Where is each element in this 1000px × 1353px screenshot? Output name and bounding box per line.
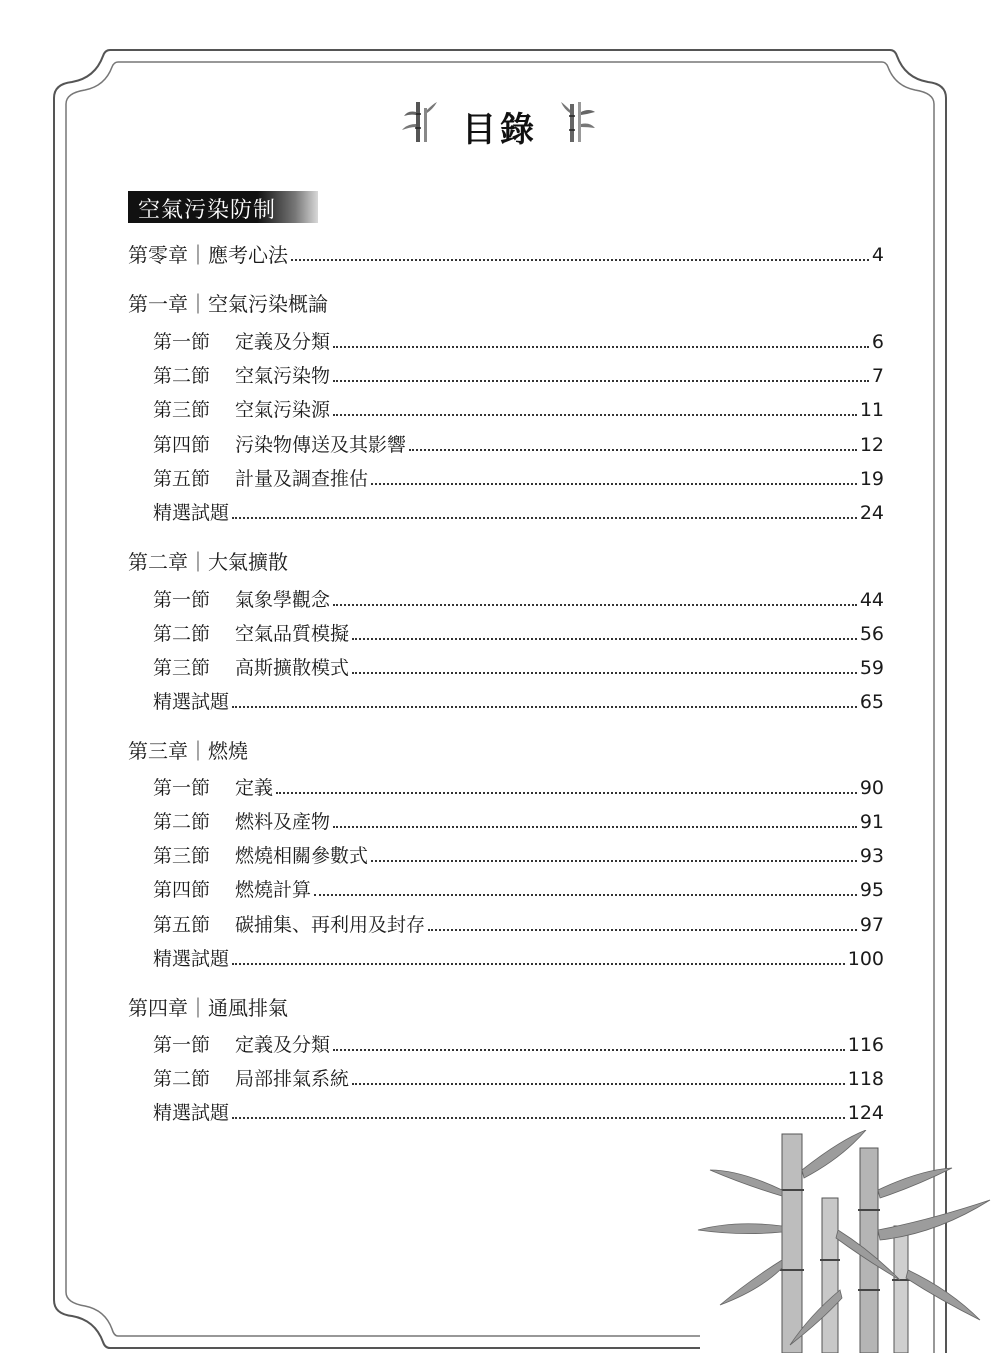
toc-entry-row <box>0 361 1000 391</box>
toc-entry-label <box>153 395 330 425</box>
toc-page-number: 59 <box>859 657 884 679</box>
toc-dot-leader <box>352 1083 845 1085</box>
toc-page-number: 124 <box>847 1102 884 1124</box>
toc-entry-label <box>153 430 406 460</box>
toc-page-number: 93 <box>859 845 884 867</box>
toc-entry-label <box>153 807 330 837</box>
toc-section-title: 定義 <box>235 777 274 799</box>
toc-section-number: 第四節 <box>153 879 211 901</box>
toc-page-number: 65 <box>859 691 884 713</box>
toc-entry-label <box>153 1030 330 1060</box>
toc-entry-row <box>0 841 1000 871</box>
toc-page-number: 12 <box>859 434 884 456</box>
toc-section-number: 第一節 <box>153 589 211 611</box>
toc-entry-label <box>153 841 368 871</box>
bamboo-illustration <box>690 1130 1000 1353</box>
toc-section-number: 第二節 <box>153 623 211 645</box>
toc-entry-label: 精選試題 <box>153 502 230 524</box>
toc-page-number: 90 <box>859 777 884 799</box>
toc-entry-label <box>153 361 330 391</box>
toc-dot-leader <box>352 638 857 640</box>
toc-entry-row <box>0 687 1000 717</box>
toc-entry-label <box>153 327 330 357</box>
toc-dot-leader <box>371 860 857 862</box>
toc-section-number: 第三節 <box>153 399 211 421</box>
toc-section-title: 氣象學觀念 <box>235 589 331 611</box>
toc-section-title: 定義及分類 <box>235 331 331 353</box>
toc-dot-leader <box>409 449 857 451</box>
toc-entry-row <box>0 430 1000 460</box>
toc-entry-row <box>0 1064 1000 1094</box>
toc-entry-row <box>0 1030 1000 1060</box>
toc-entry-row <box>0 944 1000 974</box>
toc-page-number: 11 <box>859 399 884 421</box>
section-tag <box>128 191 318 223</box>
toc-chapter-row <box>0 240 1000 270</box>
toc-entry-label: 精選試題 <box>153 948 230 970</box>
toc-section-title: 定義及分類 <box>235 1034 331 1056</box>
toc-section-title: 空氣污染源 <box>235 399 331 421</box>
toc-chapter-title: 第三章｜燃燒 <box>128 739 248 763</box>
toc-entry-row <box>0 653 1000 683</box>
toc-chapter-title: 第二章｜大氣擴散 <box>128 550 288 574</box>
toc-section-title: 燃燒相關參數式 <box>235 845 369 867</box>
toc-page-number: 95 <box>859 879 884 901</box>
toc-entry-label: 精選試題 <box>153 691 230 713</box>
toc-page-number: 19 <box>859 468 884 490</box>
toc-entry-label <box>153 773 273 803</box>
toc-page-number: 100 <box>847 948 884 970</box>
toc-entry-row <box>0 773 1000 803</box>
toc-section-title: 污染物傳送及其影響 <box>235 434 407 456</box>
toc-entry-label <box>153 910 425 940</box>
toc-dot-leader <box>276 792 857 794</box>
toc-section-number: 第一節 <box>153 777 211 799</box>
toc-section-title: 計量及調查推估 <box>235 468 369 490</box>
toc-entry-label <box>153 653 349 683</box>
toc-entry-row <box>0 1098 1000 1128</box>
toc-chapter-title: 第四章｜通風排氣 <box>128 996 288 1020</box>
toc-page-number: 91 <box>859 811 884 833</box>
toc-chapter-row <box>0 289 1000 319</box>
toc-dot-leader <box>333 1049 845 1051</box>
bamboo-ornament-icon <box>560 100 596 144</box>
toc-entry-label <box>153 875 311 905</box>
toc-page-number: 118 <box>847 1068 884 1090</box>
toc-entry-row <box>0 395 1000 425</box>
section-tag-label: 空氣污染防制 <box>138 198 277 223</box>
toc-entry-row <box>0 807 1000 837</box>
toc-dot-leader <box>371 483 857 485</box>
toc-section-number: 第一節 <box>153 1034 211 1056</box>
toc-entry-row <box>0 327 1000 357</box>
toc-dot-leader <box>232 963 845 965</box>
toc-section-title: 燃燒計算 <box>235 879 312 901</box>
toc-section-title: 空氣污染物 <box>235 365 331 387</box>
toc-section-number: 第四節 <box>153 434 211 456</box>
toc-entry-label <box>153 585 330 615</box>
toc-section-number: 第三節 <box>153 657 211 679</box>
toc-section-title: 高斯擴散模式 <box>235 657 350 679</box>
toc-page-number: 24 <box>859 502 884 524</box>
toc-page-number: 4 <box>871 244 884 266</box>
toc-dot-leader <box>232 1117 845 1119</box>
toc-entry-label <box>153 464 368 494</box>
toc-dot-leader <box>232 706 857 708</box>
toc-section-title: 空氣品質模擬 <box>235 623 350 645</box>
toc-dot-leader <box>333 346 869 348</box>
toc-dot-leader <box>333 414 857 416</box>
page-title: 目錄 <box>462 110 538 150</box>
toc-section-number: 第五節 <box>153 468 211 490</box>
toc-entry-row <box>0 498 1000 528</box>
toc-dot-leader <box>232 517 857 519</box>
toc-entry-row <box>0 619 1000 649</box>
title-area <box>0 100 1000 160</box>
toc-entry-label <box>153 1064 349 1094</box>
toc-page-number: 7 <box>871 365 884 387</box>
toc-entry-row <box>0 910 1000 940</box>
toc-section-number: 第二節 <box>153 365 211 387</box>
toc-entry-row <box>0 585 1000 615</box>
toc-section-number: 第二節 <box>153 811 211 833</box>
toc-dot-leader <box>291 259 869 261</box>
toc-chapter-title: 第一章｜空氣污染概論 <box>128 292 328 316</box>
toc-page-number: 116 <box>847 1034 884 1056</box>
toc-page-number: 44 <box>859 589 884 611</box>
toc-dot-leader <box>352 672 857 674</box>
toc-dot-leader <box>333 380 869 382</box>
toc-entry-row <box>0 875 1000 905</box>
toc-section-number: 第二節 <box>153 1068 211 1090</box>
toc-chapter-title: 第零章｜應考心法 <box>128 243 288 267</box>
toc-chapter-row <box>0 736 1000 766</box>
toc-entry-row <box>0 464 1000 494</box>
toc-section-title: 燃料及產物 <box>235 811 331 833</box>
toc-entry-label: 精選試題 <box>153 1102 230 1124</box>
toc-dot-leader <box>333 604 857 606</box>
toc-section-title: 碳捕集、再利用及封存 <box>235 914 426 936</box>
toc-section-number: 第五節 <box>153 914 211 936</box>
toc-section-number: 第一節 <box>153 331 211 353</box>
toc-chapter-row <box>0 547 1000 577</box>
toc-entry-label <box>153 619 349 649</box>
toc-page-number: 56 <box>859 623 884 645</box>
toc-page-number: 6 <box>871 331 884 353</box>
toc-page-number: 97 <box>859 914 884 936</box>
toc-section-number: 第三節 <box>153 845 211 867</box>
toc-dot-leader <box>314 894 857 896</box>
toc-dot-leader <box>428 929 857 931</box>
toc-section-title: 局部排氣系統 <box>235 1068 350 1090</box>
toc-chapter-row <box>0 993 1000 1023</box>
toc-dot-leader <box>333 826 857 828</box>
